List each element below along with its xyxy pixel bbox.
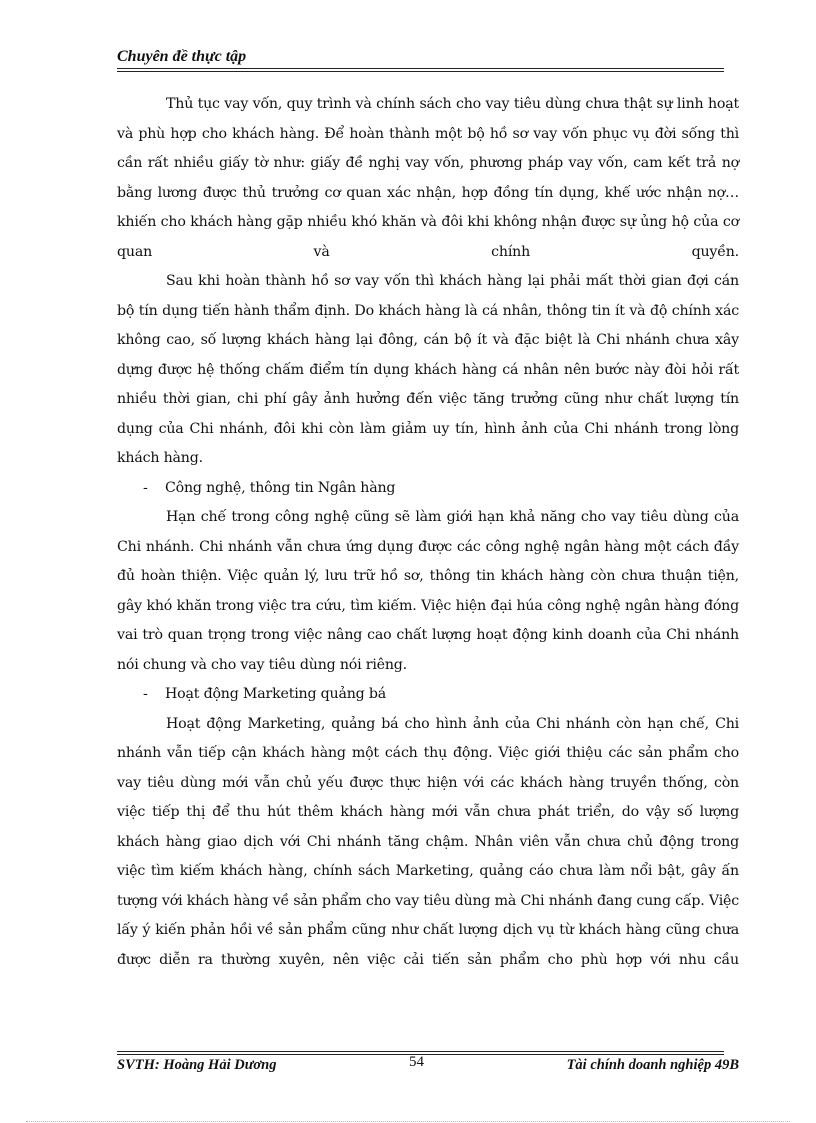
- paragraph-procedures: Thủ tục vay vốn, quy trình và chính sách cho vay tiêu dùng chưa thật sự linh hoạt và phù hợp cho khách hàng. Để hoàn thành một bộ hồ sơ vay vốn phục vụ đời sống thì cần rất nhiều giấy tờ như: giấy đề nghị vay vốn, phương pháp vay vốn, cam kết trả nợ bằng lương được thủ trưởng cơ quan xác nhận, hợp đồng tín dụng, khế ước nhận nợ…khiến cho khách hàng gặp nhiều khó khăn và đôi khi không nhận được sự ủng hộ của cơ quan và chính quyền.: [117, 96, 739, 260]
- footer-author: SVTH: Hoàng Hải Dương: [117, 1057, 277, 1073]
- paragraph-marketing: Hoạt động Marketing, quảng bá cho hình ảnh của Chi nhánh còn hạn chế, Chi nhánh vẫn tiếp cận khách hàng một cách thụ động. Việc giới thiệu các sản phẩm cho vay tiêu dùng mới vẫn chủ yếu được thực hiện với các khách hàng truyền thống, còn việc tiếp thị để thu hút thêm khách hàng mới vẫn chưa phát triển, do vậy số lượng khách hàng giao dịch với Chi nhánh tăng chậm. Nhân viên vẫn chưa chủ động trong việc tìm kiếm khách hàng, chính sách Marketing, quảng cáo chưa làm nổi bật, gây ấn tượng với khách hàng về sản phẩm cho vay tiêu dùng mà Chi nhánh đang cung cấp. Việc lấy ý kiến phản hồi về sản phẩm cũng như chất lượng dịch vụ từ khách hàng cũng chưa được diễn ra thường xuyên, nên việc cải tiến sản phẩm cho phù hợp với nhu cầu: [117, 715, 739, 968]
- bullet-label-marketing: Hoạt động Marketing quảng bá: [165, 686, 387, 702]
- bullet-dash: -: [143, 686, 148, 702]
- page-header-title: Chuyên đề thực tập: [117, 48, 247, 65]
- bullet-dash: -: [143, 479, 148, 496]
- paragraph-technology: Hạn chế trong công nghệ cũng sẽ làm giới hạn khả năng cho vay tiêu dùng của Chi nhánh. Chi nhánh vẫn chưa ứng dụng được các công nghệ ngân hàng một cách đầy đủ hoàn thiện. Việc quản lý, lưu trữ hồ sơ, thông tin khách hàng còn chưa thuận tiện, gây khó khăn trong việc tra cứu, tìm kiếm. Việc hiện đại húa công nghệ ngân hàng đóng vai trò quan trọng trong việc nâng cao chất lượng hoạt động kinh doanh của Chi nhánh nói chung và cho vay tiêu dùng nói riêng.: [117, 509, 739, 673]
- header-rule: [117, 68, 724, 72]
- paragraph-appraisal: Sau khi hoàn thành hồ sơ vay vốn thì khách hàng lại phải mất thời gian đợi cán bộ tín dụng tiến hành thẩm định. Do khách hàng là cá nhân, thông tin ít và độ chính xác không cao, số lượng khách hàng lại đông, cán bộ ít và đặc biệt là Chi nhánh chưa xây dựng được hệ thống chấm điểm tín dụng khách hàng cá nhân nên bước này đòi hỏi rất nhiều thời gian, chi phí gây ảnh hưởng đến việc tăng trưởng cũng như chất lượng tín dụng của Chi nhánh, đôi khi còn làm giảm uy tín, hình ảnh của Chi nhánh trong lòng khách hàng.: [117, 273, 739, 466]
- page-bottom-edge: [26, 1121, 790, 1122]
- bullet-label-technology: Công nghệ, thông tin Ngân hàng: [165, 479, 396, 496]
- bullet-item-technology: [117, 474, 739, 504]
- page-number: 54: [409, 1054, 424, 1070]
- footer-class-name: Tài chính doanh nghiệp 49B: [566, 1057, 739, 1073]
- bullet-item-marketing: [117, 680, 739, 710]
- document-body: [117, 90, 739, 975]
